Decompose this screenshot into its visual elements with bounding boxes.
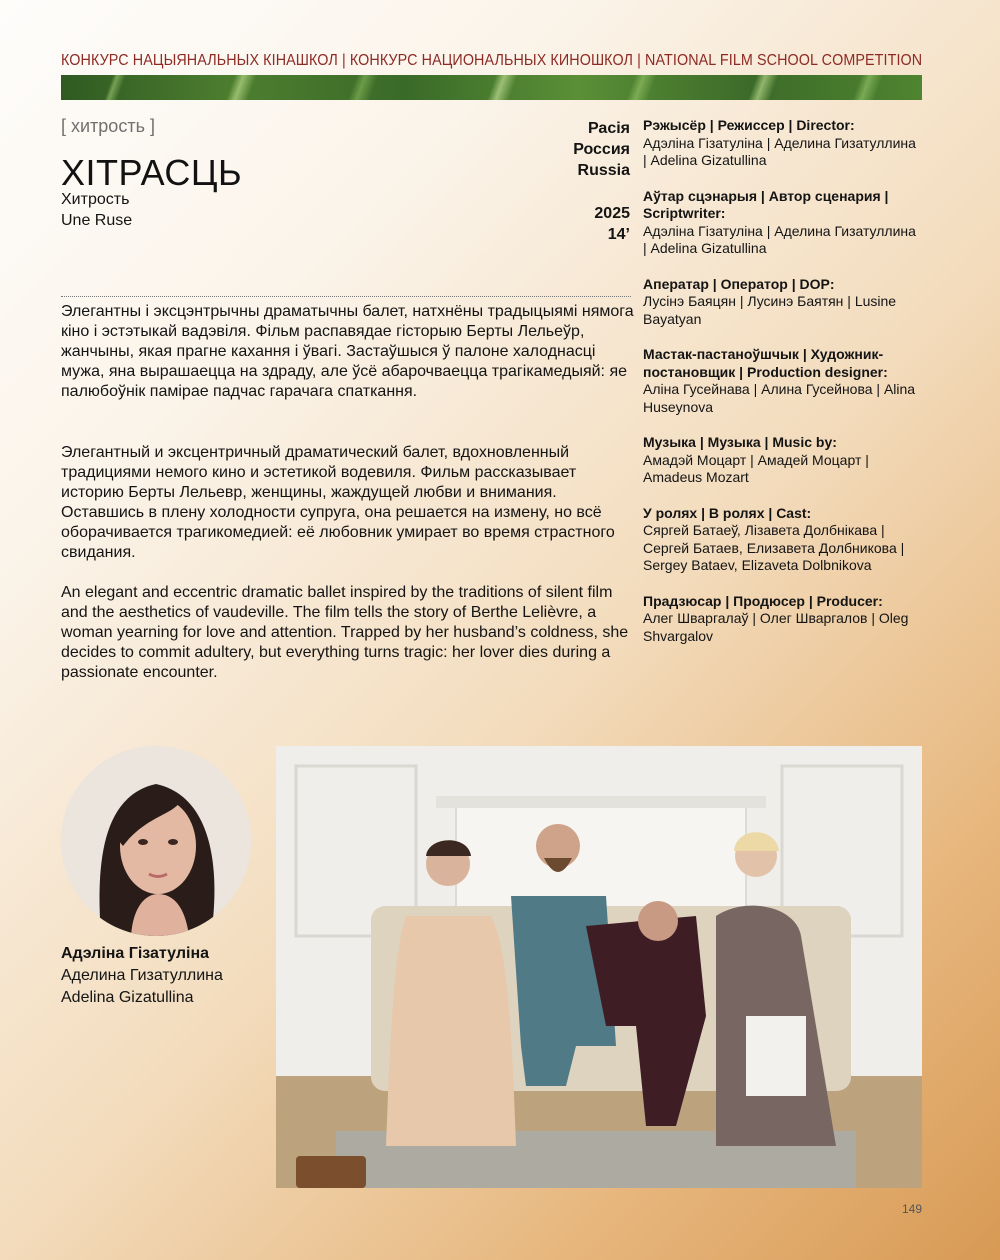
film-tag: [ хитрость ]	[61, 116, 155, 136]
country-be: Расія	[587, 120, 630, 137]
director-name-be: Адэліна Гізатуліна	[61, 945, 210, 962]
credit-role: Рэжысёр | Режиссер | Director:	[643, 117, 855, 133]
credit-dop	[643, 276, 923, 329]
credit-names: Адэліна Гізатуліна | Аделина Гизатуллина | Adelina Gizatullina	[643, 222, 916, 256]
credits-list	[643, 117, 923, 663]
description-be: Элегантны і эксцэнтрычны драматычны балет, натхнёны традыцыямі нямога кіно і эстэтыкай вадэвіля. Фільм распавядае гісторыю Берты Лельеўр, жанчыны, якая прагне кахання і ўвагі. Застаўшыся ў палоне халоднасці мужа, яна вырашаецца на здраду, але ўсё абарочваецца трагікамедыяй: яе палюбоўнік памірае падчас гарачага спаткання.	[61, 303, 634, 400]
film-country	[573, 118, 630, 181]
credit-producer	[643, 593, 923, 646]
description-ru: Элегантный и эксцентричный драматический балет, вдохновленный традициями немого кино и эстетикой водевиля. Фильм рассказывает историю Берты Лельевр, женщины, жаждущей любви и внимания. Оставшись в плену холодности супруга, она решается на измену, но всё оборачивается трагикомедией: её любовник умирает во время страстного свидания.	[61, 444, 615, 561]
credit-role: Прадзюсар | Продюсер | Producer:	[643, 592, 883, 609]
credit-director	[643, 117, 923, 170]
film-still-image	[276, 746, 922, 1188]
director-name-ru: Аделина Гизатуллина	[61, 967, 223, 984]
page-number: 149	[901, 1202, 922, 1216]
credit-role: Аўтар сцэнарыя | Автор сценария | Scriptwriter:	[643, 187, 889, 221]
film-title: ХІТРАСЦЬ	[61, 152, 243, 193]
director-name-en: Adelina Gizatullina	[61, 989, 194, 1006]
section-header: КОНКУРС НАЦЫЯНАЛЬНЫХ КІНАШКОЛ | КОНКУРС НАЦИОНАЛЬНЫХ КИНОШКОЛ | NATIONAL FILM SCHOOL COMPETITION	[61, 52, 923, 69]
divider	[61, 296, 631, 297]
film-year: 2025	[594, 205, 630, 222]
film-duration: 14’	[607, 226, 630, 243]
credit-names: Амадэй Моцарт | Амадей Моцарт | Amadeus Mozart	[643, 451, 869, 485]
country-en: Russia	[577, 162, 630, 179]
country-ru: Россия	[573, 141, 630, 158]
credit-role: У ролях | В ролях | Cast:	[643, 504, 812, 521]
credit-cast	[643, 505, 923, 575]
credit-names: Сяргей Батаеў, Лізавета Долбнікава | Сергей Батаев, Елизавета Долбникова | Sergey Bataev, Elizaveta Dolbnikova	[643, 522, 905, 573]
credit-production-designer	[643, 346, 923, 416]
description-en: An elegant and eccentric dramatic ballet inspired by the traditions of silent film and the aesthetics of vaudeville. The film tells the story of Berthe Lelièvre, a woman yearning for love and attention. Trapped by her husband’s coldness, she decides to commit adultery, but everything turns tragic: her lover dies during a passionate encounter.	[61, 584, 629, 681]
credit-role: Аператар | Оператор | DOP:	[643, 275, 835, 292]
header-banner-image	[61, 75, 922, 100]
credit-scriptwriter	[643, 188, 923, 258]
film-year-duration	[594, 203, 630, 245]
film-title-fr: Une Ruse	[61, 212, 133, 229]
credit-role: Мастак-пастаноўшчык | Художник-постановщик | Production designer:	[643, 346, 888, 380]
credit-names: Алег Шваргалаў | Олег Шваргалов | Oleg Shvargalov	[643, 610, 909, 644]
director-portrait	[61, 746, 251, 936]
credit-names: Адэліна Гізатуліна | Аделина Гизатуллина | Adelina Gizatullina	[643, 134, 916, 168]
film-title-ru: Хитрость	[61, 191, 130, 208]
credit-names: Лусінэ Баяцян | Лусинэ Баятян | Lusine Bayatyan	[643, 293, 897, 327]
credit-names: Аліна Гусейнава | Алина Гусейнова | Alina Huseynova	[643, 381, 916, 415]
credit-music	[643, 434, 923, 487]
credit-role: Музыка | Музыка | Music by:	[643, 434, 837, 450]
